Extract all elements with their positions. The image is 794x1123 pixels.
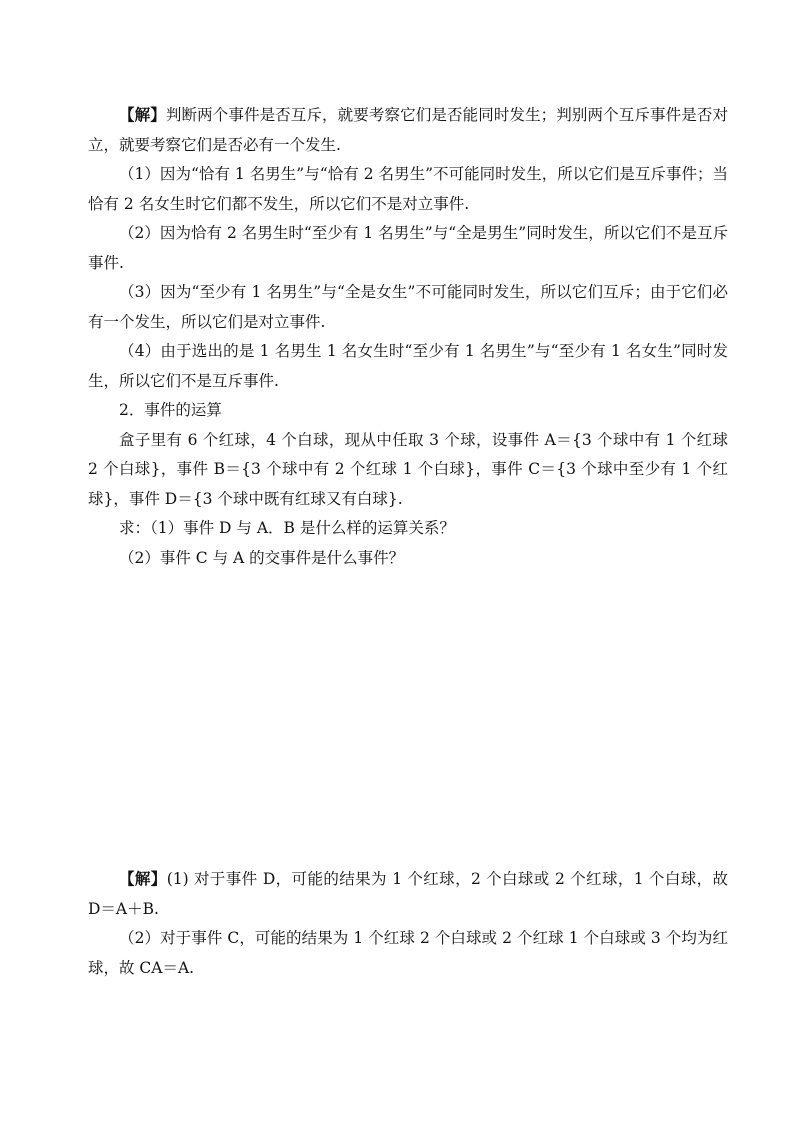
answer-1-text: (1) 对于事件 D，可能的结果为 1 个红球，2 个白球或 2 个红球，1 个白球，故 D＝A＋B. (88, 870, 728, 918)
solution-item-2: （2）因为恰有 2 名男生时“至少有 1 名男生”与“全是男生”同时发生，所以它们不是互斥事件. (88, 224, 728, 272)
problem-statement: 盒子里有 6 个红球，4 个白球，现从中任取 3 个球，设事件 A＝{3 个球中有 1 个红球 2 个白球}，事件 B＝{3 个球中有 2 个红球 1 个白球}，事件 C＝{3 个球中至少有 1 个红球}，事件 D＝{3 个球中既有红球又有白球}. (88, 430, 728, 508)
solution-label: 【解】 (119, 105, 166, 124)
question-2: （2）事件 C 与 A 的交事件是什么事件？ (119, 548, 405, 567)
solution-section-1 (88, 100, 728, 573)
answer-1 (88, 864, 728, 924)
solution-intro-text: 判断两个事件是否互斥，就要考察它们是否能同时发生；判别两个互斥事件是否对立，就要考察它们是否必有一个发生. (88, 106, 728, 154)
answer-2: （2）对于事件 C，可能的结果为 1 个红球 2 个白球或 2 个红球 1 个白球或 3 个均为红球，故 CA＝A. (88, 929, 728, 977)
solution-item-3: （3）因为“至少有 1 名男生”与“全是女生”不可能同时发生，所以它们互斥；由于它们必有一个发生，所以它们是对立事件. (88, 283, 728, 331)
question-1: 求：（1）事件 D 与 A．B 是什么样的运算关系？ (119, 519, 455, 537)
solution-section-2 (88, 864, 728, 983)
solution-intro (88, 100, 728, 160)
solution-item-1: （1）因为“恰有 1 名男生”与“恰有 2 名男生”不可能同时发生，所以它们是互斥事件；当恰有 2 名女生时它们都不发生，所以它们不是对立事件. (88, 165, 728, 213)
section-heading: 2．事件的运算 (119, 401, 222, 419)
solution-label: 【解】 (119, 869, 167, 888)
solution-item-4: （4）由于选出的是 1 名男生 1 名女生时“至少有 1 名男生”与“至少有 1 名女生”同时发生，所以它们不是互斥事件. (88, 342, 728, 390)
